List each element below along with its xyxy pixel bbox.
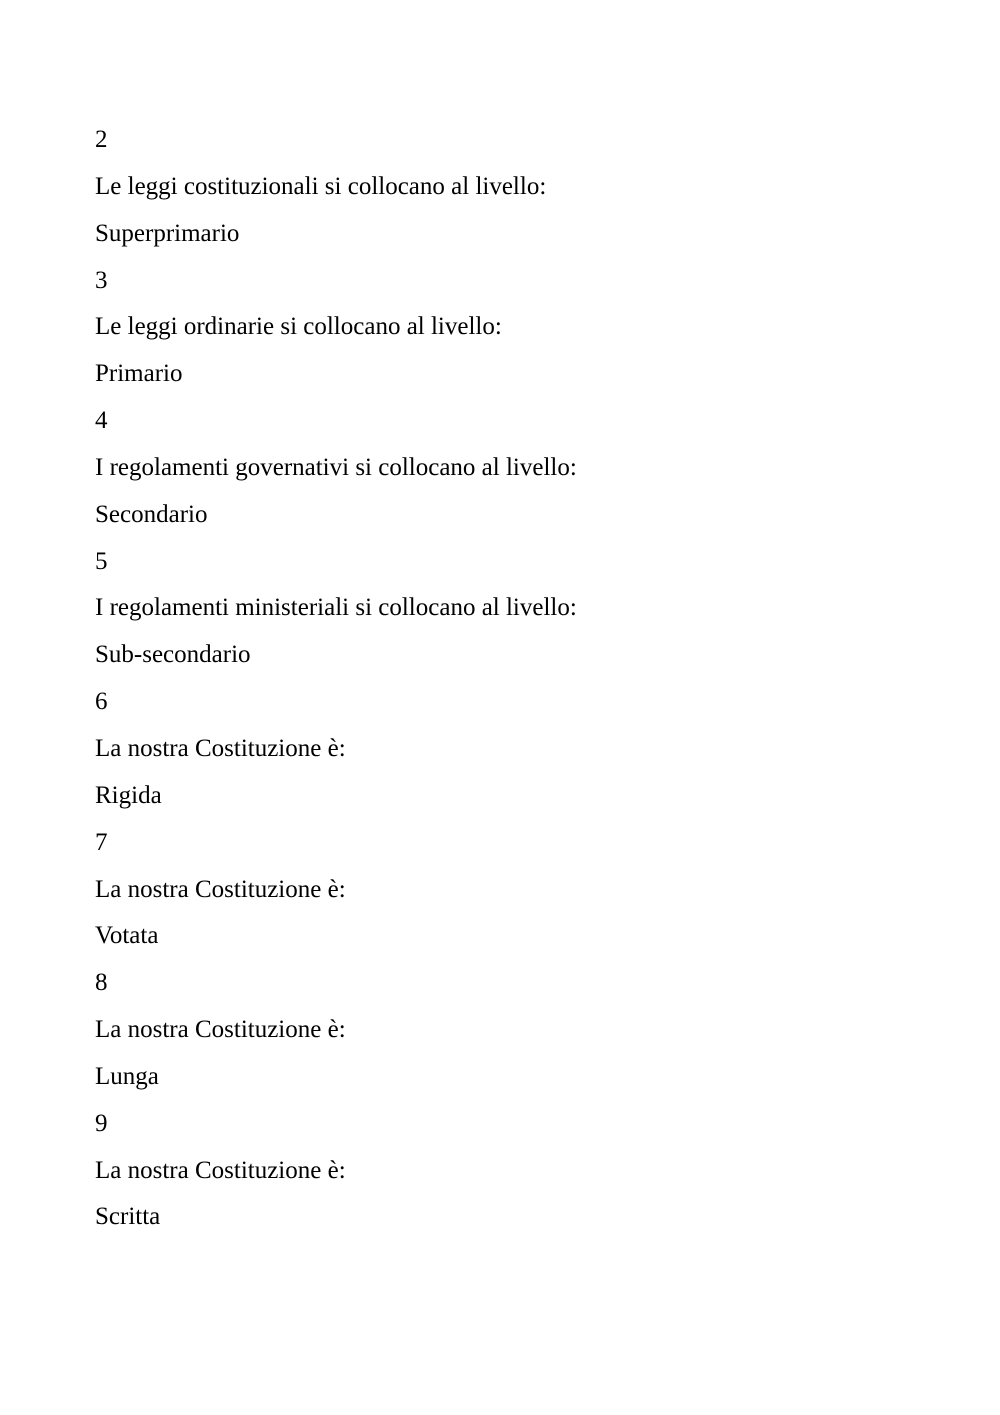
question-number: 3 — [95, 266, 108, 294]
answer-text: Rigida — [95, 781, 162, 809]
quiz-item — [95, 960, 915, 1101]
question-text: Le leggi costituzionali si collocano al livello: — [95, 172, 547, 200]
answer-text: Superprimario — [95, 219, 240, 247]
question-number: 7 — [95, 828, 108, 856]
question-number: 9 — [95, 1109, 108, 1137]
question-number: 8 — [95, 969, 108, 997]
answer-text: Lunga — [95, 1062, 159, 1090]
answer-text: Sub-secondario — [95, 641, 251, 669]
answer-text: Primario — [95, 360, 183, 388]
quiz-item — [95, 1101, 915, 1242]
answer-text: Scritta — [95, 1203, 161, 1231]
question-text: I regolamenti ministeriali si collocano al livello: — [95, 594, 577, 622]
question-text: Le leggi ordinarie si collocano al livello: — [95, 313, 502, 341]
question-text: La nostra Costituzione è: — [95, 1156, 346, 1184]
quiz-item — [95, 679, 915, 820]
quiz-list — [95, 117, 915, 1241]
question-number: 4 — [95, 407, 108, 435]
quiz-item — [95, 117, 915, 258]
question-number: 5 — [95, 547, 108, 575]
quiz-item — [95, 820, 915, 961]
answer-text: Secondario — [95, 500, 208, 528]
question-number: 6 — [95, 688, 108, 716]
question-text: I regolamenti governativi si collocano al livello: — [95, 453, 577, 481]
question-text: La nostra Costituzione è: — [95, 875, 346, 903]
quiz-item — [95, 539, 915, 680]
question-text: La nostra Costituzione è: — [95, 734, 346, 762]
question-number: 2 — [95, 126, 108, 153]
quiz-item — [95, 258, 915, 399]
quiz-item — [95, 398, 915, 539]
question-text: La nostra Costituzione è: — [95, 1016, 346, 1044]
answer-text: Votata — [95, 922, 159, 950]
